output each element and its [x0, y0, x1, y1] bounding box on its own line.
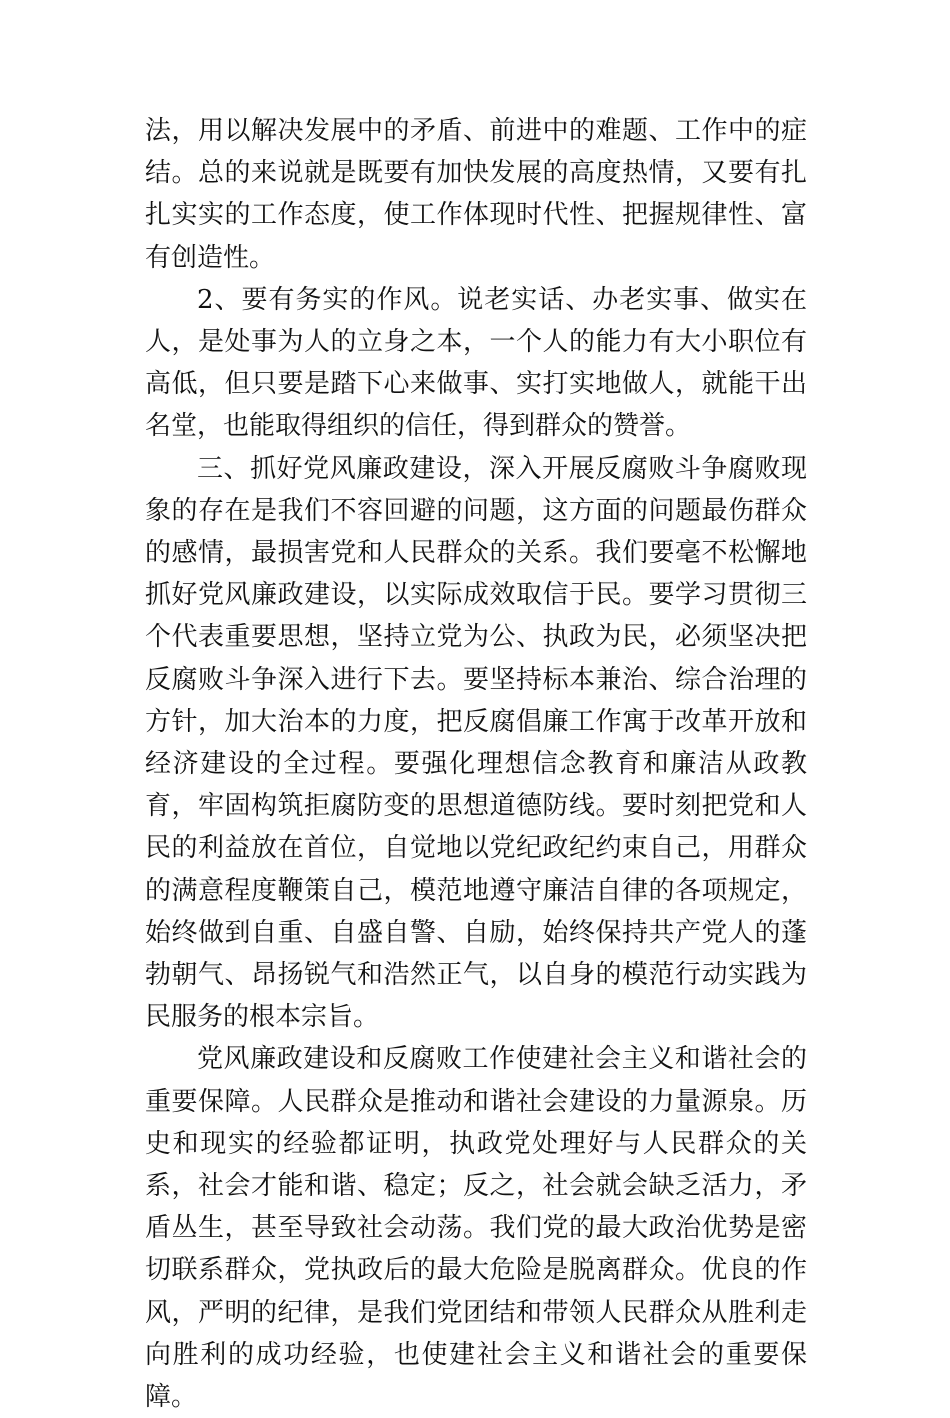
document-body — [145, 110, 807, 1418]
paragraph-continuation: 法，用以解决发展中的矛盾、前进中的难题、工作中的症结。总的来说就是既要有加快发展的高度热情，又要有扎扎实实的工作态度，使工作体现时代性、把握规律性、富有创造性。 — [145, 116, 807, 273]
paragraph-anti-corruption: 三、抓好党风廉政建设，深入开展反腐败斗争腐败现象的存在是我们不容回避的问题，这方面的问题最伤群众的感情，最损害党和人民群众的关系。我们要毫不松懈地抓好党风廉政建设，以实际成效取信于民。要学习贯彻三个代表重要思想，坚持立党为公、执政为民，必须坚决把反腐败斗争深入进行下去。要坚持标本兼治、综合治理的方针，加大治本的力度，把反腐倡廉工作寓于改革开放和经济建设的全过程。要强化理想信念教育和廉洁从政教育，牢固构筑拒腐防变的思想道德防线。要时刻把党和人民的利益放在首位，自觉地以党纪政纪约束自己，用群众的满意程度鞭策自己，模范地遵守廉洁自律的各项规定，始终做到自重、自盛自警、自励，始终保持共产党人的蓬勃朝气、昂扬锐气和浩然正气，以自身的模范行动实践为民服务的根本宗旨。 — [145, 453, 807, 1033]
paragraph-harmonious-society: 党风廉政建设和反腐败工作使建社会主义和谐社会的重要保障。人民群众是推动和谐社会建设的力量源泉。历史和现实的经验都证明，执政党处理好与人民群众的关系，社会才能和谐、稳定；反之，社会就会缺乏活力，矛盾丛生，甚至导致社会动荡。我们党的最大政治优势是密切联系群众，党执政后的最大危险是脱离群众。优良的作风，严明的纪律，是我们党团结和带领人民群众从胜利走向胜利的成功经验，也使建社会主义和谐社会的重要保障。 — [145, 1044, 807, 1413]
paragraph-practical-style: 2、要有务实的作风。说老实话、办老实事、做实在人，是处事为人的立身之本，一个人的能力有大小职位有高低，但只要是踏下心来做事、实打实地做人，就能干出名堂，也能取得组织的信任，得到群众的赞誉。 — [145, 284, 807, 442]
